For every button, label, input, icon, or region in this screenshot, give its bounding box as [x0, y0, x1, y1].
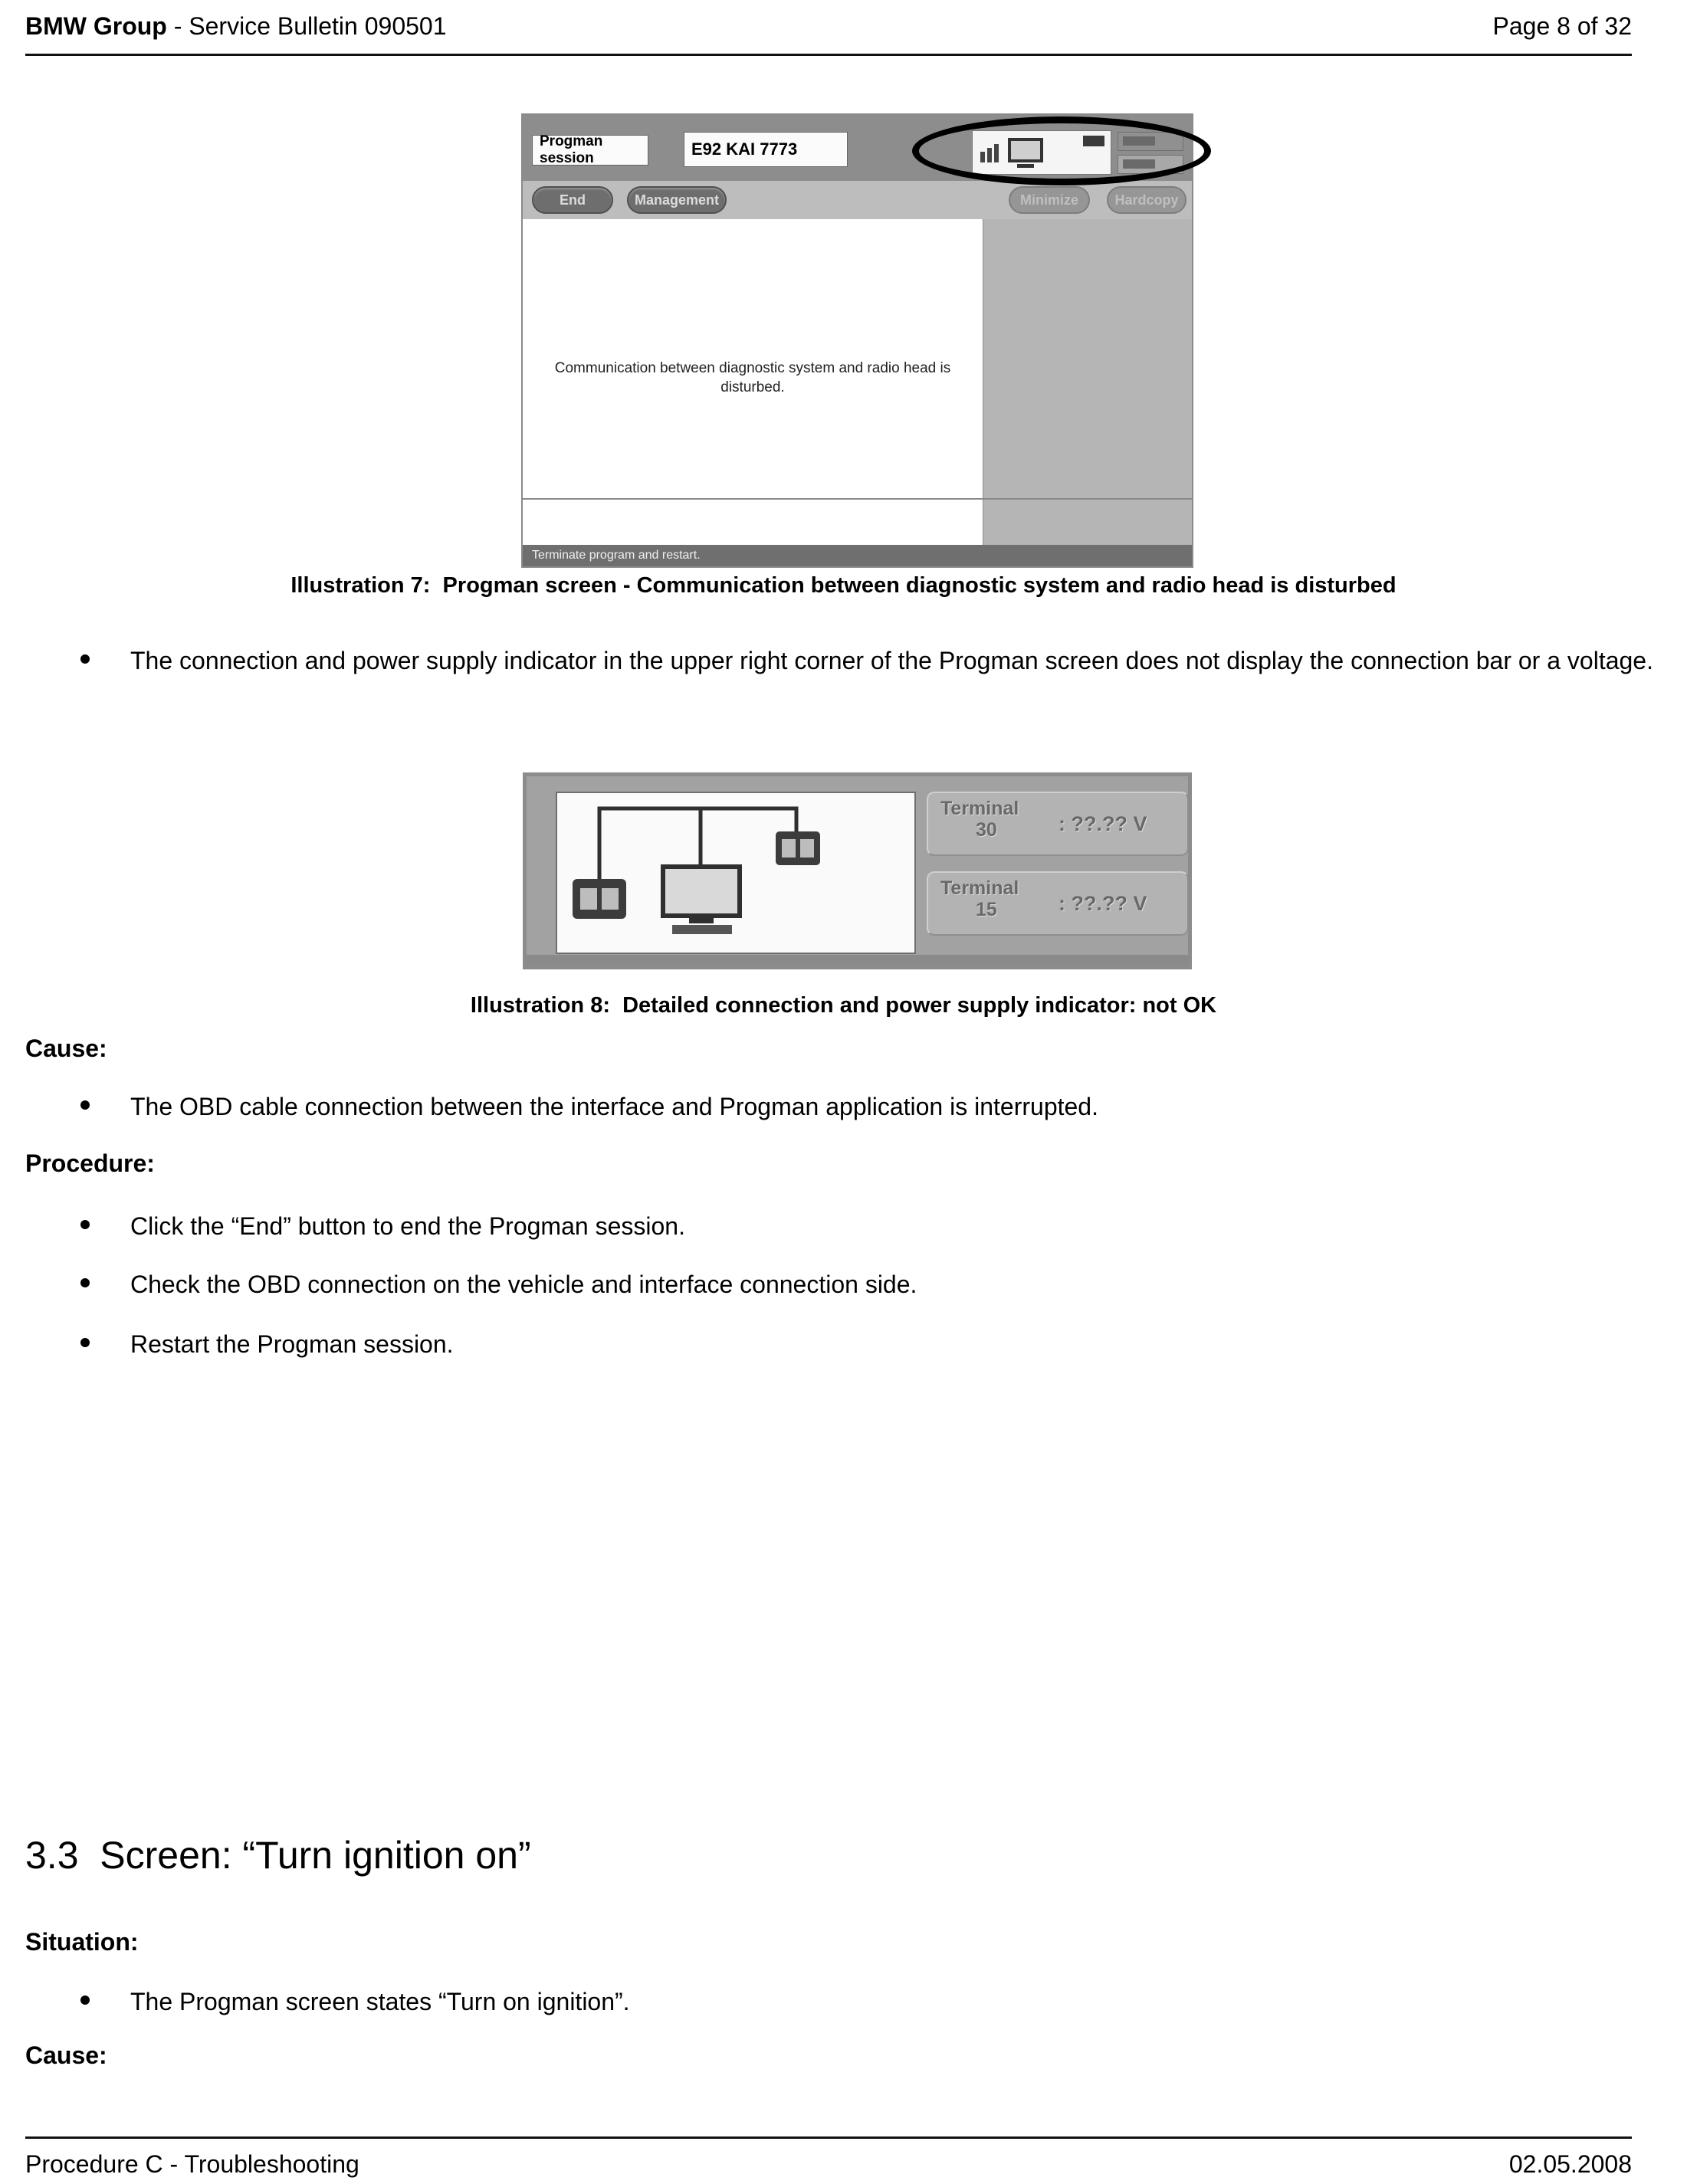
- progman-message-text: Communication between diagnostic system and radio head is disturbed.: [554, 360, 951, 395]
- situation-heading: Situation:: [25, 1928, 139, 1956]
- terminal-30-readout: [927, 792, 1189, 856]
- progman-session-label: Progman session: [532, 135, 648, 166]
- bullet-icon: [80, 1338, 90, 1347]
- section-3-3-heading: 3.3 Screen: “Turn ignition on”: [25, 1834, 531, 1877]
- list-item-text: Click the “End” button to end the Progman session.: [130, 1212, 685, 1240]
- terminal-15-value: : ??.?? V: [1058, 891, 1147, 915]
- illustration-8-indicator-detail: [523, 772, 1192, 969]
- hardcopy-button: Hardcopy: [1107, 186, 1186, 214]
- bullet-icon: [80, 1995, 90, 2005]
- progman-horizontal-divider: [523, 498, 1192, 500]
- progman-button-bar: [523, 181, 1192, 220]
- document-title: [25, 12, 447, 41]
- terminal-15-readout: [927, 871, 1189, 936]
- terminal-30-value: : ??.?? V: [1058, 812, 1147, 835]
- progman-content-area: [523, 219, 1192, 545]
- list-item-text: The OBD cable connection between the interface and Progman application is interrupted.: [130, 1093, 1098, 1120]
- footer-date: 02.05.2008: [1508, 2150, 1632, 2178]
- illustration-8-caption: Illustration 8: Detailed connection and power supply indicator: not OK: [470, 993, 1217, 1018]
- procedure-heading: Procedure:: [25, 1149, 155, 1177]
- obd-plug-right-icon: [776, 831, 820, 865]
- connection-diagram: [557, 793, 914, 953]
- end-button: End: [532, 186, 613, 214]
- bullet-icon: [80, 654, 90, 664]
- cause-heading: Cause:: [25, 1035, 107, 1062]
- document-title-brand: BMW Group: [25, 12, 167, 40]
- list-item-text: The Progman screen states “Turn on ignition”.: [130, 1988, 630, 2015]
- progman-statusbar: Terminate program and restart.: [523, 545, 1192, 566]
- footer-left-text: Procedure C - Troubleshooting: [25, 2150, 359, 2178]
- management-button: Management: [627, 186, 727, 214]
- progman-side-panel: [983, 219, 1192, 545]
- list-item: [80, 1326, 454, 1363]
- document-title-rest: - Service Bulletin 090501: [166, 12, 447, 40]
- illustration-7-progman-screenshot: [523, 115, 1192, 566]
- list-item: [80, 1088, 1098, 1125]
- list-item-text: Check the OBD connection on the vehicle and interface connection side.: [130, 1271, 917, 1298]
- minimize-button: Minimize: [1009, 186, 1090, 214]
- highlight-ellipse: [912, 116, 1211, 185]
- page-header: [25, 12, 1632, 41]
- bullet-icon: [80, 1278, 90, 1287]
- page-footer: [25, 2150, 1632, 2179]
- list-item-text: The connection and power supply indicator in the upper right corner of the Progman screen does not display the connection bar or a voltage.: [130, 647, 1653, 674]
- computer-icon: [663, 867, 740, 934]
- list-item: [80, 1983, 630, 2020]
- bullet-icon: [80, 1220, 90, 1229]
- obd-plug-left-icon: [573, 879, 626, 919]
- list-item: [80, 1266, 917, 1303]
- progman-vehicle-label: E92 KAI 7773: [684, 132, 848, 167]
- page-number: Page 8 of 32: [1492, 12, 1632, 40]
- indicator-bottom-strip: [527, 955, 1188, 966]
- terminal-15-label: Terminal 15: [940, 877, 1019, 920]
- list-item-text: Restart the Progman session.: [130, 1330, 454, 1358]
- connection-diagram-panel: [556, 792, 916, 954]
- terminal-30-label: Terminal 30: [940, 798, 1019, 841]
- list-item: [80, 1208, 685, 1244]
- footer-divider: [25, 2136, 1632, 2139]
- list-item: [80, 642, 1687, 679]
- cause-heading-2: Cause:: [25, 2041, 107, 2069]
- bullet-icon: [80, 1100, 90, 1110]
- illustration-7-caption: Illustration 7: Progman screen - Communication between diagnostic system and radio head is disturbed: [290, 573, 1397, 598]
- header-divider: [25, 54, 1632, 56]
